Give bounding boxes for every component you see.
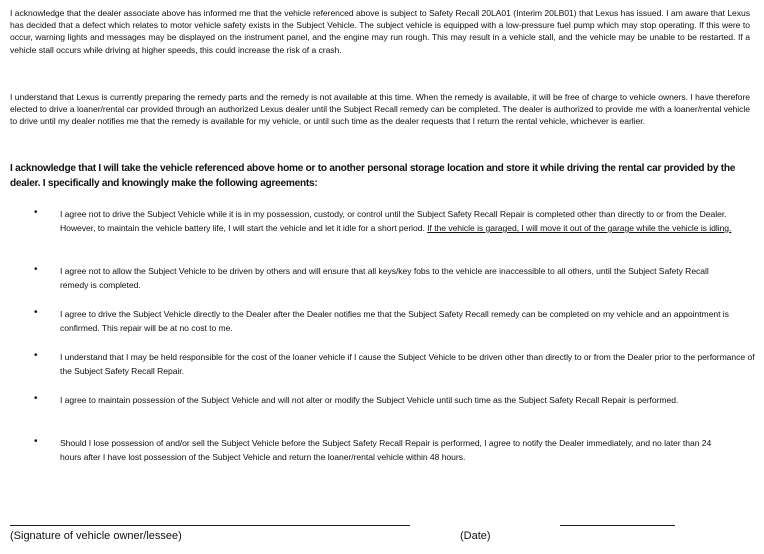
bullet-icon: • [34,350,38,361]
list-item-text: I understand that I may be held responsible for the cost of the loaner vehicle if I cause the Subject Vehicle to be driven other than directly to or from the Dealer prior to the performance of the Subject Safety Recall Repair. [60,352,755,376]
list-item-text: I agree to maintain possession of the Subject Vehicle and will not alter or modify the Subject Vehicle until such time as the Subject Safety Recall Repair is performed. [60,395,679,405]
list-item-text: Should I lose possession of and/or sell the Subject Vehicle before the Subject Safety Recall Repair is performed, I agree to notify the Dealer immediately, and no later than 24 hours after I have lost possession of the Subject Vehicle and return the loaner/rental vehicle within 48 hours. [60,438,712,462]
signature-line [10,525,410,526]
list-item-text [60,207,755,235]
date-line [560,525,675,526]
list-item-body: I agree not to drive the Subject Vehicle while it is in my possession, custody, or control until the Subject Safety Recall Repair is completed other than directly to or from the Dealer. However, to maintain the vehicle battery life, I will start the vehicle and let it idle for a short period. [60,209,727,233]
bullet-icon: • [34,307,38,318]
acknowledgement-paragraph: I acknowledge that the dealer associate above has informed me that the vehicle referenced above is subject to Safety Recall 20LA01 (Interim 20LB01) that Lexus has issued. I am aware that Lexus has decided that a defect which relates to motor vehicle safety exists in the Subject Vehicle. The subject vehicle is equipped with a low-pressure fuel pump which may stop operating. If this were to occur, warning lights and messages may be displayed on the instrument panel, and the engine may run rough. This may result in a vehicle stall, and the vehicle may be unable to be restarted. If a vehicle stall occurs while driving at higher speeds, this could increase the risk of a crash. [10,8,750,55]
date-label: (Date) [460,530,491,542]
agreements-intro-heading: I acknowledge that I will take the vehicle referenced above home or to another personal storage location and store it while driving the rental car provided by the dealer. I specifically and knowingly make the following agreements: [10,163,736,189]
bullet-icon: • [34,393,38,404]
remedy-status-paragraph: I understand that Lexus is currently preparing the remedy parts and the remedy is not available at this time. When the remedy is available, it will be free of charge to vehicle owners. I have therefore elected to drive a loaner/rental car provided through an authorized Lexus dealer until the Subject Recall remedy can be completed. The dealer is authorized to provide me with a loaner/rental vehicle to drive until my dealer notifies me that the remedy is available for my vehicle, or until such time as the dealer requests that I return the rental vehicle, whichever is earlier. [10,92,750,127]
list-item-text: I agree to drive the Subject Vehicle directly to the Dealer after the Dealer notifies me that the Subject Safety Recall remedy can be completed on my vehicle and an appointment is confirmed. This repair will be at no cost to me. [60,309,729,333]
list-item-text: I agree not to allow the Subject Vehicle to be driven by others and will ensure that all keys/key fobs to the vehicle are inaccessible to all others, until the Subject Safety Recall remedy is completed. [60,266,709,290]
garage-idling-notice: If the vehicle is garaged, I will move it out of the garage while the vehicle is idling. [427,223,732,233]
bullet-icon: • [34,207,38,218]
signature-label: (Signature of vehicle owner/lessee) [10,530,182,542]
bullet-icon: • [34,264,38,275]
bullet-icon: • [34,436,38,447]
